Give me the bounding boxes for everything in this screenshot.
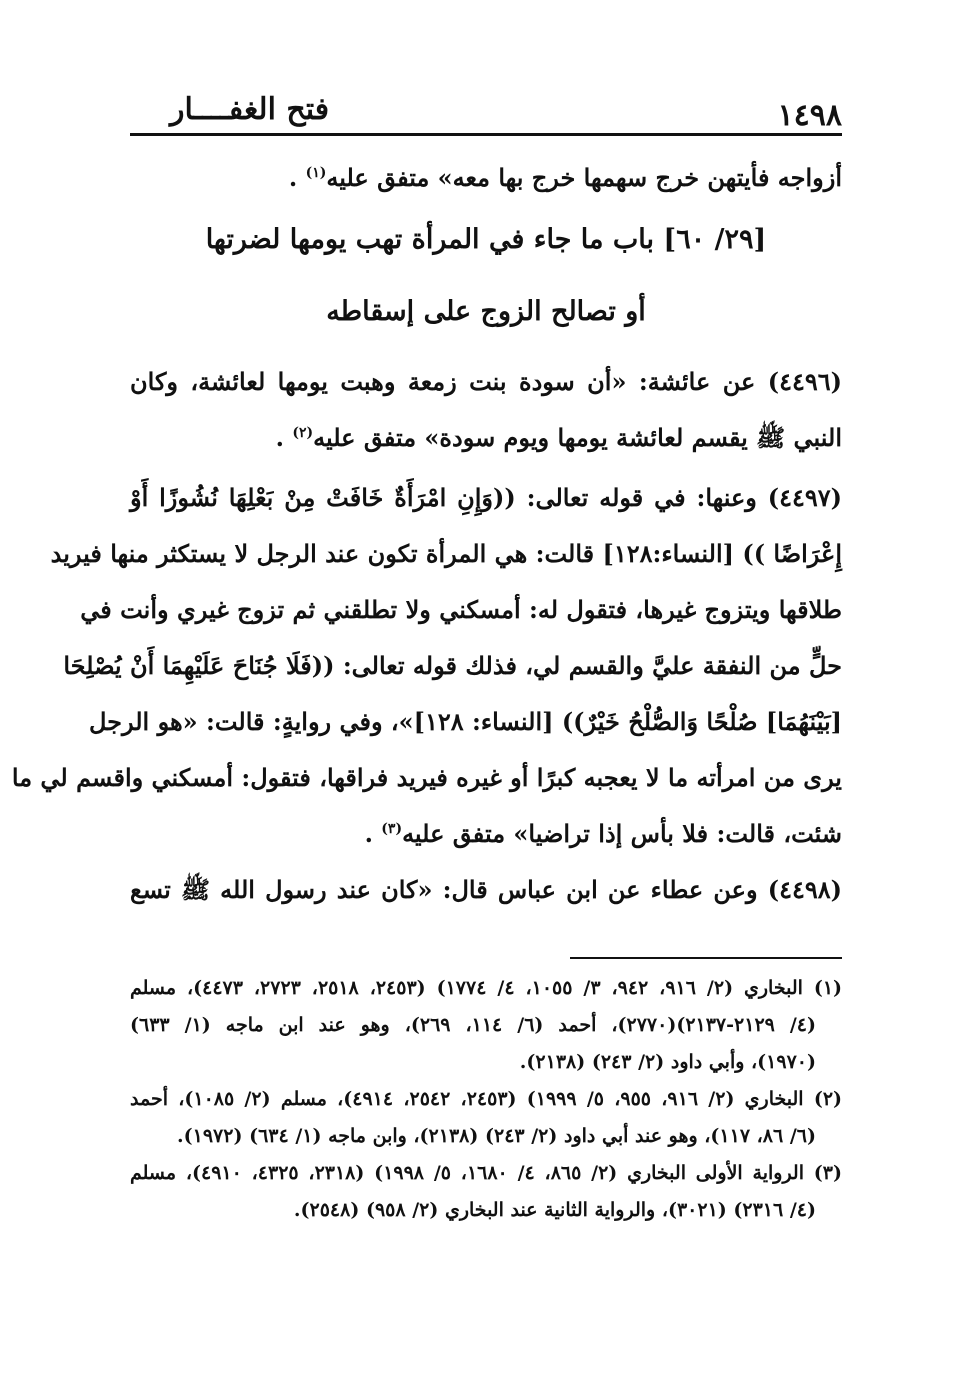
hadith-4498-line-1: (٤٤٩٨) وعن عطاء عن ابن عباس قال: «كان عند رسول الله ﷺ تسع — [130, 875, 842, 904]
book-title: فتح الغفــــار — [170, 92, 330, 127]
hadith-4498 — [130, 862, 842, 918]
hadith-4497-line-6: يرى من امرأته ما لا يعجبه كبرًا أو غيره فيريد فراقها، فتقول: أمسكني واقسم لي ما — [11, 763, 842, 792]
hadith-4497-line-5: [بَيْنَهُمَا] صُلْحًا وَالصُّلْحُ خَيْرٌ)) [النساء: ١٢٨]»، وفي روايةٍ: قالت: «هو الرجل — [88, 707, 842, 736]
footnote-2 — [130, 1081, 842, 1155]
chapter-title-2: أو تصالح الزوج على إسقاطه — [326, 296, 646, 327]
chapter-title-1: [٢٩/ ٦٠] باب ما جاء في المرأة تهب يومها لضرتها — [205, 224, 767, 255]
footnote-3-line-2: (٤/ ٢٣١٦) (٣٠٢١)، والرواية الثانية عند البخاري (٢/ ٩٥٨) (٢٥٤٨). — [293, 1199, 816, 1221]
footnotes — [130, 970, 842, 1229]
page-header — [130, 90, 842, 136]
intro-paragraph — [130, 150, 842, 206]
footnote-3 — [130, 1155, 842, 1229]
footnote-1-line-1: (١) البخاري (٢/ ٩١٦، ٩٤٢، ٣/ ١٠٥٥، ٤/ ١٧٧٤) (٢٤٥٣، ٢٥١٨، ٢٧٢٣، ٤٤٧٣)، مسلم — [130, 977, 843, 999]
intro-line: أزواجه فأيتهن خرج سهمها خرج بها معه» متفق عليه$^{(١)}$ . — [288, 163, 842, 192]
footnote-ref-2[interactable]: (٢) — [292, 425, 314, 441]
hadith-4496 — [130, 354, 842, 466]
footnote-ref-1[interactable]: (١) — [305, 165, 327, 181]
footnote-ref-3[interactable]: (٣) — [381, 821, 403, 837]
hadith-4496-line-1: (٤٤٩٦) عن عائشة: «أن سودة بنت زمعة وهبت يومها لعائشة، وكان — [130, 367, 842, 396]
hadith-4497-line-7: شئت، قالت: فلا بأس إذا تراضيا» متفق عليه$^{(٣)}$ . — [364, 819, 842, 848]
hadith-4497-line-2: إِعْرَاضًا )) [النساء:١٢٨] قالت: هي المرأة تكون عند الرجل لا يستكثر منها فيريد — [50, 539, 842, 568]
footnote-separator — [570, 957, 842, 959]
footnote-2-line-2: (٦/ ٨٦، ١١٧)، وهو عند أبي داود (٢/ ٢٤٣) (٢١٣٨)، وابن ماجه (١/ ٦٣٤) (١٩٧٢). — [177, 1125, 816, 1147]
hadith-4497 — [11, 470, 842, 862]
hadith-4496-line-2: النبي ﷺ يقسم لعائشة يومها ويوم سودة» متفق عليه$^{(٢)}$ . — [275, 423, 842, 452]
footnote-2-line-1: (٢) البخاري (٢/ ٩١٦، ٩٥٥، ٥/ ١٩٩٩) (٢٤٥٣، ٢٥٤٢، ٤٩١٤)، مسلم (٢/ ١٠٨٥)، أحمد — [130, 1088, 843, 1110]
hadith-4497-line-4: حلٍّ من النفقة عليَّ والقسم لي، فذلك قوله تعالى: ((فَلَا جُنَاحَ عَلَيْهِمَا أَنْ يُصْلِحَا — [63, 651, 842, 680]
page-number: ١٤٩٨ — [777, 98, 842, 133]
hadith-4497-line-1: (٤٤٩٧) وعنها: في قوله تعالى: ((وَإِنِ امْرَأَةٌ خَافَتْ مِنْ بَعْلِهَا نُشُوزًا أَوْ — [130, 483, 842, 512]
footnote-1 — [130, 970, 842, 1081]
hadith-4497-line-3: طلاقها ويتزوج غيرها، فتقول له: أمسكني ولا تطلقني ثم تزوج غيري وأنت في — [80, 595, 842, 624]
footnote-1-line-3: (١٩٧٠)، وأبي داود (٢/ ٢٤٣) (٢١٣٨). — [519, 1051, 816, 1073]
footnote-1-line-2: (٤/ ٢١٢٩-٢١٣٧)(٢٧٧٠)، أحمد (٦/ ١١٤، ٢٦٩)، وهو عند ابن ماجه (١/ ٦٣٣) — [130, 1014, 817, 1036]
header-rule — [130, 133, 842, 136]
footnote-3-line-1: (٣) الرواية الأولى البخاري (٢/ ٨٦٥، ٤/ ١٦٨٠، ٥/ ١٩٩٨) (٢٣١٨، ٤٣٢٥، ٤٩١٠)، مسلم — [130, 1162, 843, 1184]
